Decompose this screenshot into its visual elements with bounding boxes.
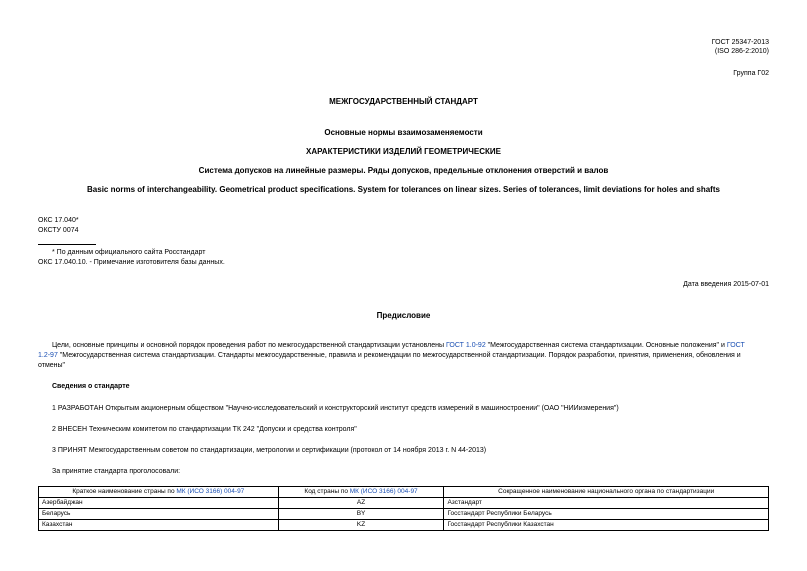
title-line3: Система допусков на линейные размеры. Ряды допусков, предельные отклонения отверстий и валов <box>198 166 609 175</box>
body-cell: Госстандарт Республики Беларусь <box>444 509 769 520</box>
country-cell: Казахстан <box>39 520 279 531</box>
header-text: Краткое наименование страны по <box>72 488 177 495</box>
standard-type: МЕЖГОСУДАРСТВЕННЫЙ СТАНДАРТ <box>329 97 478 106</box>
header-text: Код страны по <box>304 488 350 495</box>
preface-heading: Предисловие <box>376 311 431 320</box>
voted-label: За принятие стандарта проголосовали: <box>52 468 181 475</box>
header-country <box>39 487 279 498</box>
table-row <box>39 498 769 509</box>
header-body: Сокращенное наименование национального органа по стандартизации <box>444 487 769 498</box>
gost-1-2-link[interactable]: 1.2-97 <box>38 352 58 359</box>
info-item-3: 3 ПРИНЯТ Межгосударственным советом по стандартизации, метрологии и сертификации (протокол от 14 ноября 2013 г. N 44-2013) <box>52 447 487 454</box>
gost-number: ГОСТ 25347-2013 <box>711 39 769 46</box>
okstu-code: ОКСТУ 0074 <box>38 227 79 234</box>
oks-code: ОКС 17.040* <box>38 217 79 224</box>
mk-iso-link[interactable]: МК (ИСО 3166) 004-97 <box>349 488 418 495</box>
country-cell: Беларусь <box>39 509 279 520</box>
title-english: Basic norms of interchangeability. Geometrical product specifications. System for tolerances on linear sizes. Series of tolerances, limit deviations for holes and shafts <box>87 185 720 194</box>
countries-table <box>38 486 769 531</box>
code-cell: BY <box>278 509 444 520</box>
table-row <box>39 509 769 520</box>
footnote-line2: ОКС 17.040.10. - Примечание изготовителя базы данных. <box>38 259 225 266</box>
preface-paragraph-line3: отмены" <box>38 362 66 369</box>
table-header-row <box>39 487 769 498</box>
iso-number: (ISO 286-2:2010) <box>714 48 769 55</box>
body-cell: Азстандарт <box>444 498 769 509</box>
header-code <box>278 487 444 498</box>
preface-text: "Межгосударственная система стандартизации. Основные положения" и <box>485 342 727 349</box>
preface-paragraph-line1 <box>52 341 745 350</box>
table-row <box>39 520 769 531</box>
mk-iso-link[interactable]: МК (ИСО 3166) 004-97 <box>176 488 245 495</box>
footnote-separator <box>38 244 96 245</box>
info-item-2: 2 ВНЕСЕН Техническим комитетом по стандартизации ТК 242 "Допуски и средства контроля" <box>52 426 357 433</box>
title-line2: ХАРАКТЕРИСТИКИ ИЗДЕЛИЙ ГЕОМЕТРИЧЕСКИЕ <box>306 147 501 156</box>
preface-text: "Межгосударственная система стандартизации. Стандарты межгосударственные, правила и рекомендации по межгосударственной стандартизации. Порядок разработки, принятия, применения, обновления и <box>57 352 741 359</box>
title-line1: Основные нормы взаимозаменяемости <box>324 128 483 137</box>
gost-1-2-link[interactable]: ГОСТ <box>726 342 745 349</box>
code-cell: AZ <box>278 498 444 509</box>
info-item-1: 1 РАЗРАБОТАН Открытым акционерным обществом "Научно-исследовательский и конструкторский институт средств измерений в машиностроении" (ОАО "НИИизмерения") <box>52 405 619 412</box>
preface-text: Цели, основные принципы и основной порядок проведения работ по межгосударственной стандартизации установлены <box>52 342 446 349</box>
body-cell: Госстандарт Республики Казахстан <box>444 520 769 531</box>
intro-date: Дата введения 2015-07-01 <box>683 281 769 288</box>
preface-paragraph-line2 <box>38 351 741 360</box>
gost-1-0-link[interactable]: ГОСТ 1.0-92 <box>445 342 486 349</box>
country-cell: Азербайджан <box>39 498 279 509</box>
footnote-line1: * По данным официального сайта Росстандарт <box>52 249 206 256</box>
group-code: Группа Г02 <box>733 70 769 77</box>
code-cell: KZ <box>278 520 444 531</box>
info-heading: Сведения о стандарте <box>52 383 130 390</box>
